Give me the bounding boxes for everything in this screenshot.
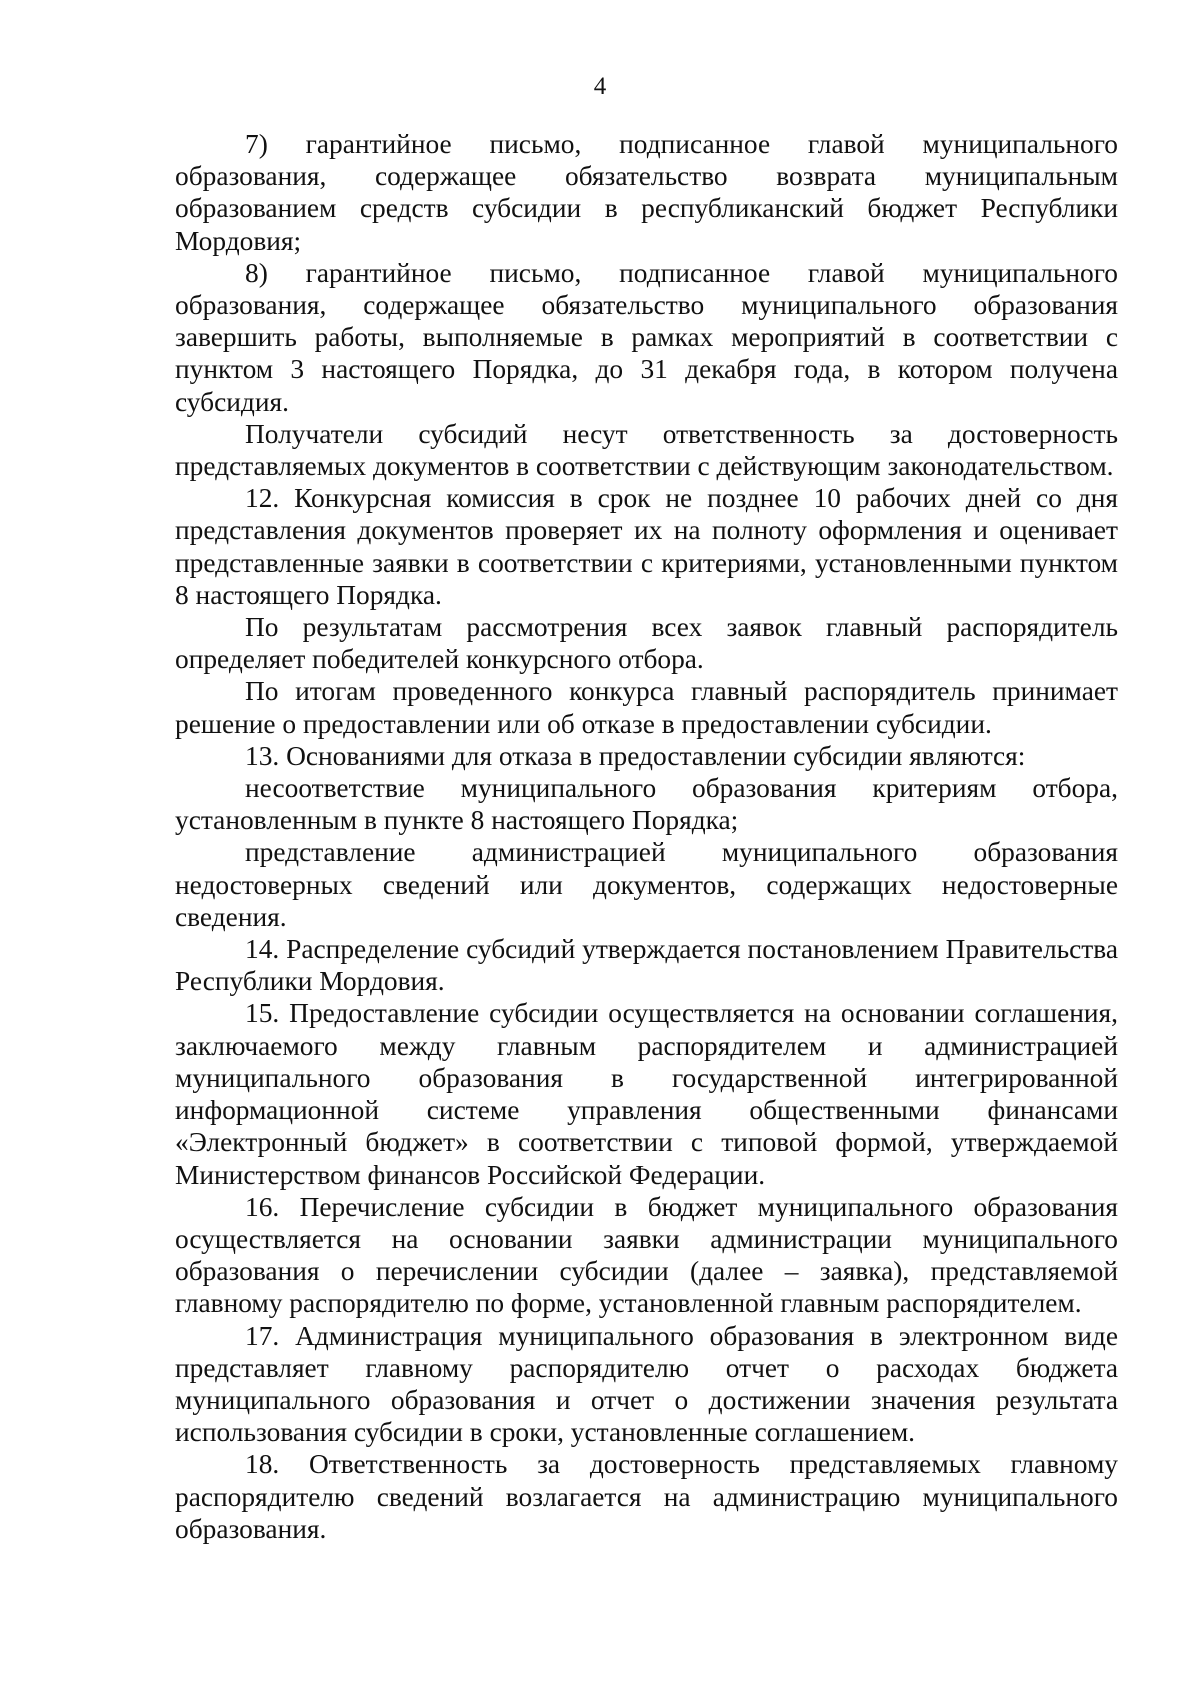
paragraph-16-transfer: 16. Перечисление субсидии в бюджет муниципального образования осуществляется на основании заявки администрации муниципального образования о перечислении субсидии (далее – заявка), представляемой главному распорядителю по форме, установленной главным распорядителем. (175, 1191, 1118, 1319)
paragraph-13-refusal-grounds: 13. Основаниями для отказа в предоставлении субсидии являются: (245, 740, 1026, 771)
paragraph-subsidy-decision: По итогам проведенного конкурса главный распорядитель принимает решение о предоставлении или об отказе в предоставлении субсидии. (175, 676, 1118, 739)
paragraph-recipients-responsibility: Получатели субсидий несут ответственность за достоверность представляемых документов в соответствии с действующим законодательством. (175, 418, 1118, 482)
paragraph-item-8-guarantee-completion: 8) гарантийное письмо, подписанное главой муниципального образования, содержащее обязательство муниципального образования завершить работы, выполняемые в рамках мероприятий в соответствии с пунктом 3 настоящего Порядка, до 31 декабря года, в котором получена субсидия. (175, 257, 1118, 417)
paragraph-12-commission-review: 12. Конкурсная комиссия в срок не позднее 10 рабочих дней со дня представления документов проверяет их на полноту оформления и оценивает представленные заявки в соответствии с критериями, установленными пунктом 8 настоящего Порядка. (175, 483, 1118, 610)
paragraph-17-reporting: 17. Администрация муниципального образования в электронном виде представляет главному распорядителю отчет о расходах бюджета муниципального образования и отчет о достижении значения результата использования субсидии в сроки, установленные соглашением. (175, 1320, 1118, 1448)
paragraph-item-7-guarantee-return: 7) гарантийное письмо, подписанное главой муниципального образования, содержащее обязательство возврата муниципальным образованием средств субсидии в республиканский бюджет Республики Мордовия; (175, 129, 1118, 256)
paragraph-refusal-criteria-mismatch: несоответствие муниципального образования критериям отбора, установленным в пункте 8 настоящего Порядка; (175, 773, 1118, 836)
paragraph-15-agreement: 15. Предоставление субсидии осуществляется на основании соглашения, заключаемого между главным распорядителем и администрацией муниципального образования в государственной интегрированной информационной системе управления общественными финансами «Электронный бюджет» в соответствии с типовой формой, утверждаемой Министерством финансов Российской Федерации. (175, 998, 1118, 1190)
paragraph-14-distribution: 14. Распределение субсидий утверждается постановлением Правительства Республики Мордовия. (175, 934, 1118, 997)
paragraph-refusal-false-information: представление администрацией муниципального образования недостоверных сведений или документов, содержащих недостоверные сведения. (175, 837, 1118, 932)
paragraph-18-responsibility: 18. Ответственность за достоверность представляемых главному распорядителю сведений возлагается на администрацию муниципального образования. (175, 1449, 1118, 1544)
document-body (175, 128, 1118, 1545)
paragraph-winners-determination: По результатам рассмотрения всех заявок главный распорядитель определяет победителей конкурсного отбора. (175, 612, 1118, 675)
page-number: 4 (593, 73, 607, 100)
